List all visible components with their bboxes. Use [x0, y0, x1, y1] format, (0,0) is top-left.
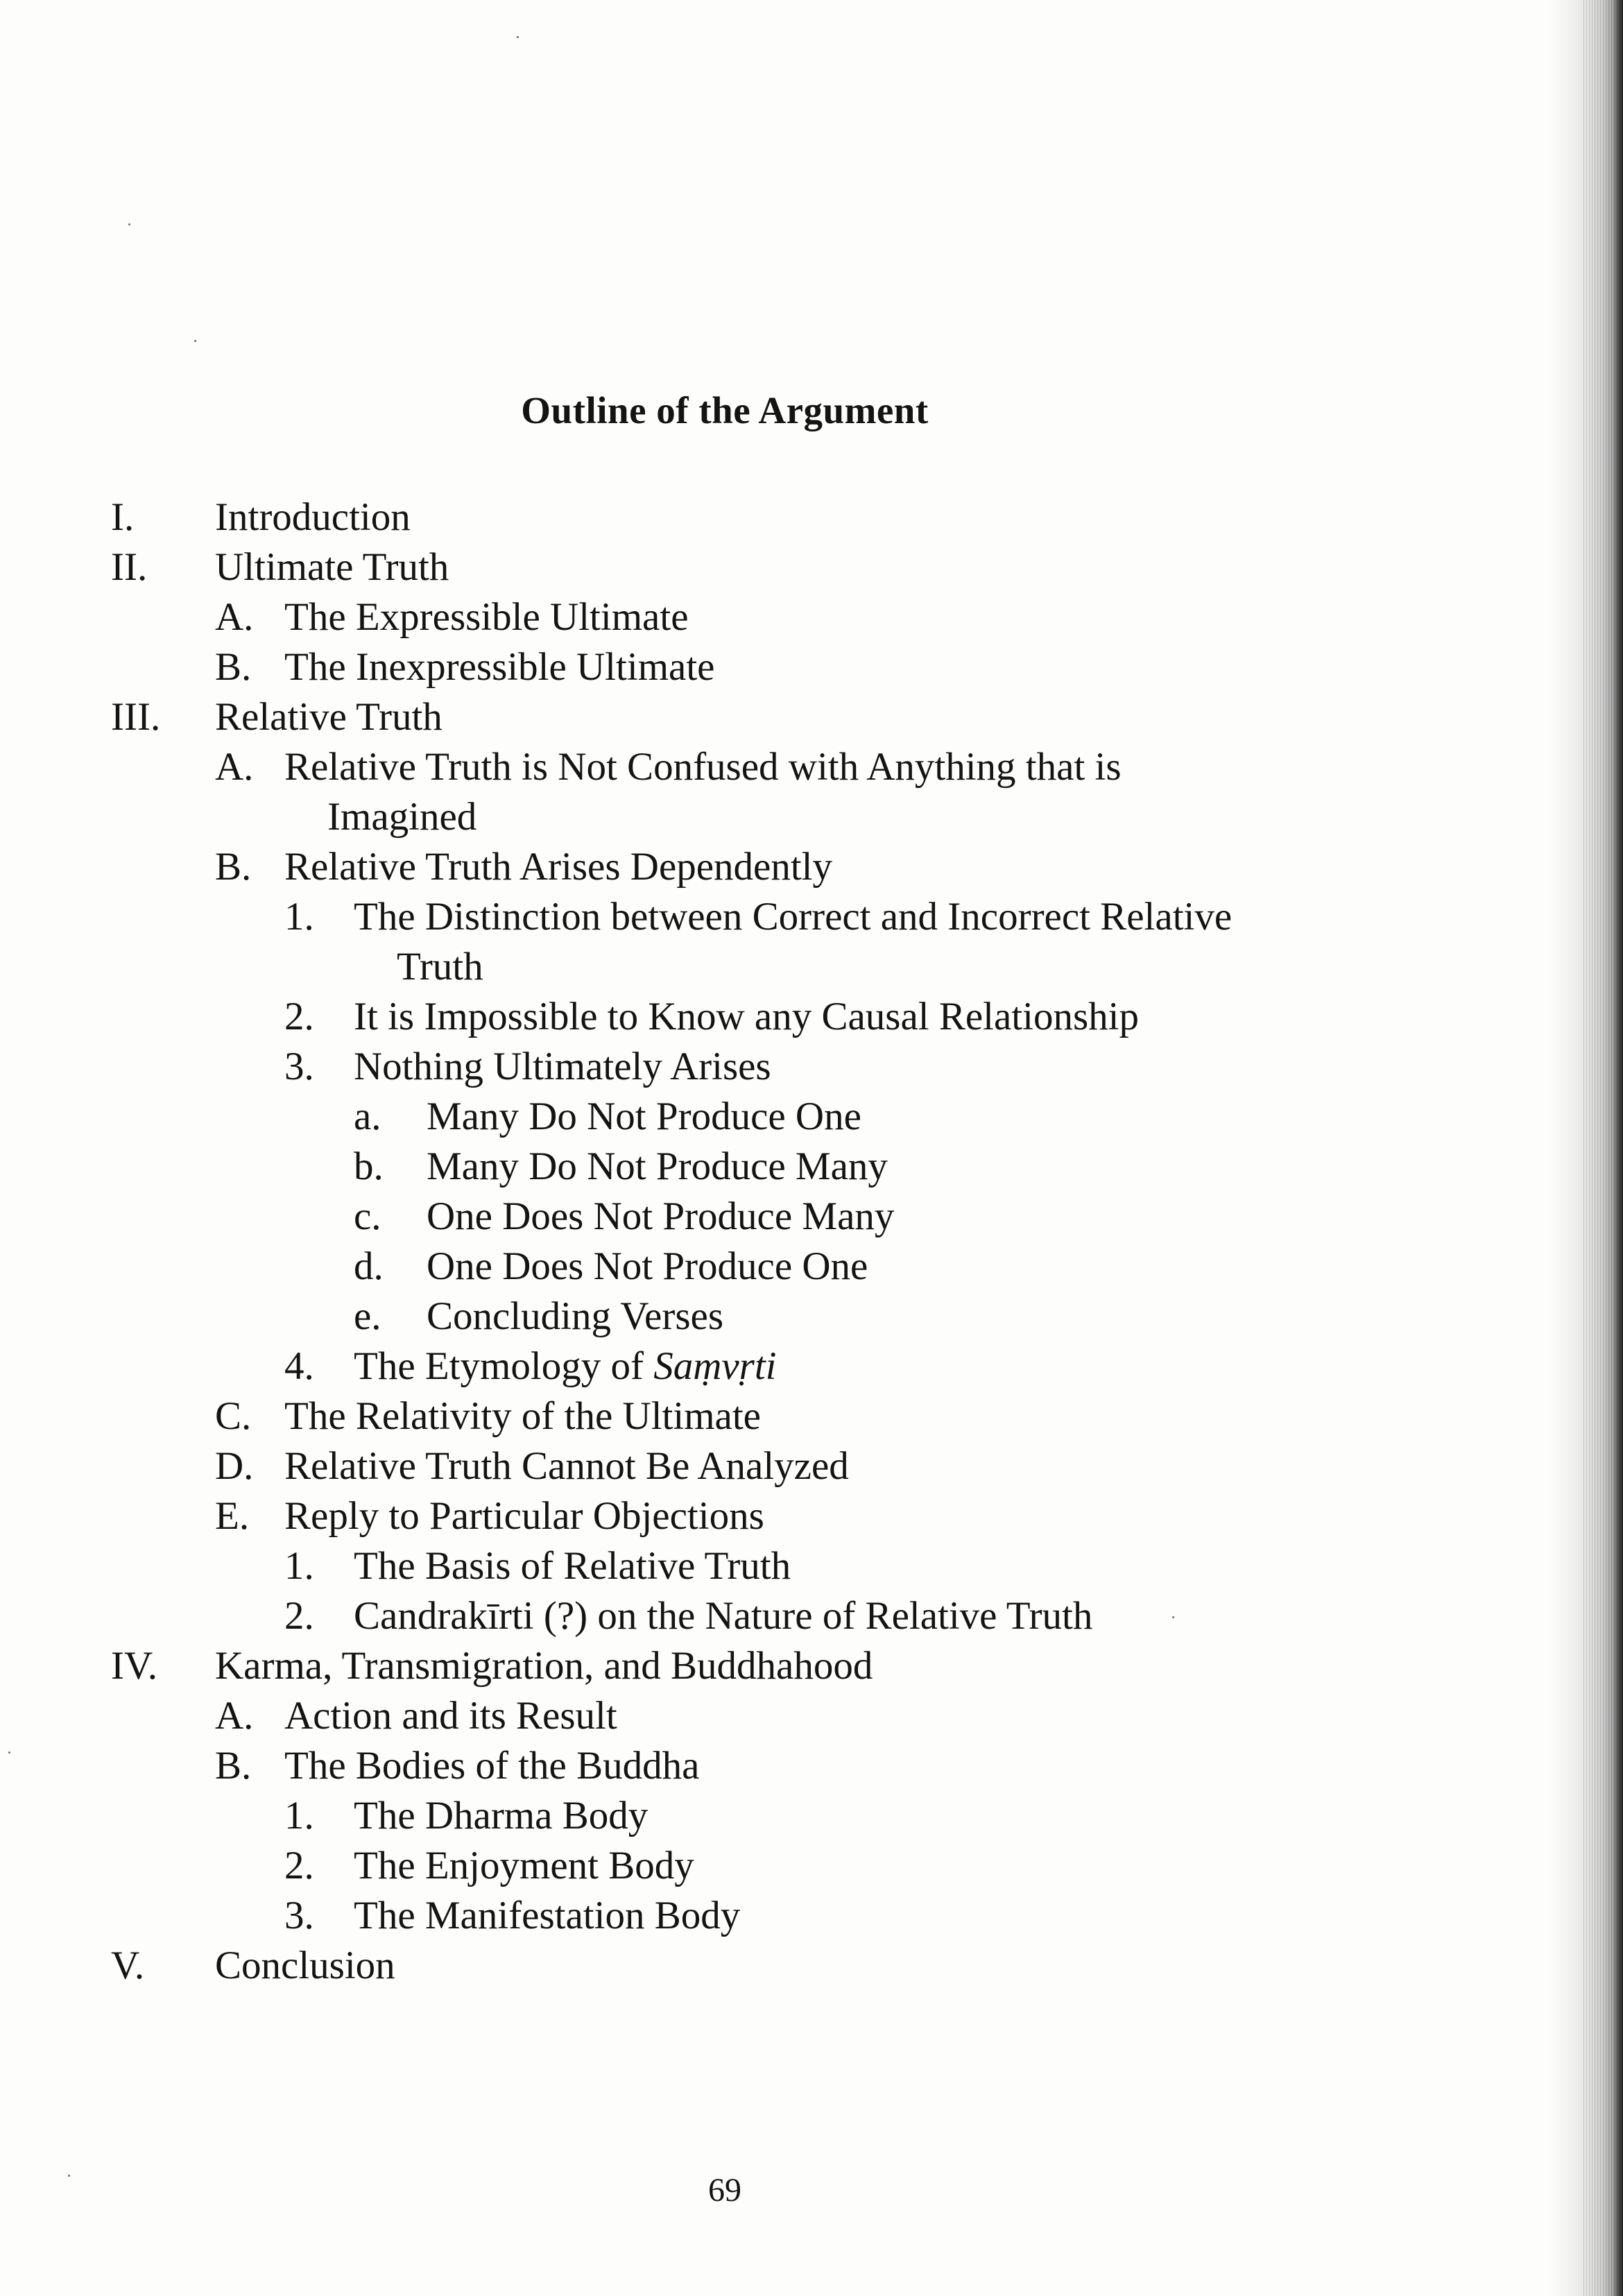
outline-text: The Dharma Body	[354, 1794, 649, 1837]
paper-speck	[517, 36, 519, 38]
outline-marker: B.	[215, 1744, 252, 1788]
binding-texture	[1581, 0, 1623, 2296]
outline-text: Many Do Not Produce Many	[427, 1145, 888, 1188]
outline-text: Candrakīrti (?) on the Nature of Relative Truth	[354, 1594, 1093, 1638]
outline-marker: E.	[215, 1494, 250, 1538]
page-title: Outline of the Argument	[521, 389, 929, 431]
outline-marker: d.	[354, 1244, 384, 1288]
outline-item	[0, 1791, 1457, 1841]
outline-marker: 2.	[284, 995, 314, 1038]
outline-text-continuation: Imagined	[327, 795, 477, 839]
outline-item	[0, 1491, 1457, 1541]
outline-marker: 1.	[284, 895, 314, 939]
outline-text: The Distinction between Correct and Incorrect Relative	[354, 895, 1233, 939]
outline-marker: 4.	[284, 1344, 314, 1388]
sanskrit-term: Saṃvṛti	[653, 1344, 777, 1388]
outline-item	[0, 1641, 1457, 1691]
outline-marker: b.	[354, 1145, 384, 1188]
outline-item	[0, 1941, 1457, 1991]
outline-text: The Enjoyment Body	[354, 1844, 694, 1887]
outline-marker: D.	[215, 1444, 254, 1488]
outline-text: The Relativity of the Ultimate	[284, 1394, 761, 1438]
outline-text: The Manifestation Body	[354, 1894, 741, 1937]
outline-text: The Basis of Relative Truth	[354, 1544, 791, 1588]
outline-marker: I.	[111, 495, 135, 539]
outline-marker: B.	[215, 845, 252, 889]
outline-marker: A.	[215, 1694, 254, 1738]
outline-text: Relative Truth Cannot Be Analyzed	[284, 1444, 849, 1488]
outline-item	[0, 592, 1457, 642]
outline-item	[0, 742, 1457, 842]
outline-text: It is Impossible to Know any Causal Relationship	[354, 995, 1139, 1038]
outline-marker: c.	[354, 1194, 381, 1238]
outline-text: One Does Not Produce Many	[427, 1194, 895, 1238]
paper-speck	[128, 223, 130, 225]
outline-text-continuation: Truth	[397, 945, 483, 988]
outline-marker: 2.	[284, 1844, 314, 1887]
outline-item	[0, 642, 1457, 692]
outline-text: The Inexpressible Ultimate	[284, 645, 715, 689]
outline-item	[0, 1342, 1457, 1391]
outline-text: The Bodies of the Buddha	[284, 1744, 700, 1788]
outline-item	[0, 1092, 1457, 1142]
outline-marker: A.	[215, 595, 254, 639]
outline-item	[0, 692, 1457, 742]
outline-item	[0, 1242, 1457, 1292]
outline-marker: V.	[111, 1944, 145, 1987]
outline-item	[0, 1541, 1457, 1591]
outline-marker: 1.	[284, 1794, 314, 1837]
outline-marker: 3.	[284, 1045, 314, 1088]
outline-marker: e.	[354, 1294, 381, 1338]
outline-item	[0, 1142, 1457, 1192]
outline-marker: III.	[111, 695, 161, 739]
outline-item	[0, 842, 1457, 892]
outline-item	[0, 892, 1457, 992]
outline-marker: 3.	[284, 1894, 314, 1937]
outline-item	[0, 542, 1457, 592]
outline-marker: B.	[215, 645, 252, 689]
outline-text: Many Do Not Produce One	[427, 1095, 861, 1138]
outline-text: Conclusion	[215, 1944, 395, 1987]
outline-text: Relative Truth	[215, 695, 443, 739]
outline-item	[0, 1891, 1457, 1941]
outline-text: Relative Truth Arises Dependently	[284, 845, 833, 889]
outline-item	[0, 1192, 1457, 1242]
outline-item	[0, 1691, 1457, 1741]
outline-text: The Etymology of	[354, 1344, 644, 1388]
outline-item	[0, 1741, 1457, 1791]
outline-text: Reply to Particular Objections	[284, 1494, 764, 1538]
outline-text: The Expressible Ultimate	[284, 595, 689, 639]
outline-text-block	[354, 1342, 777, 1391]
outline-item	[0, 1591, 1457, 1641]
outline-item	[0, 1391, 1457, 1441]
outline-text-block	[354, 892, 1232, 992]
paper-speck	[194, 340, 196, 342]
outline-text-block	[284, 742, 1122, 842]
argument-outline	[0, 492, 1457, 1991]
outline-marker: A.	[215, 745, 254, 789]
outline-text: Introduction	[215, 495, 411, 539]
outline-text: Nothing Ultimately Arises	[354, 1045, 771, 1088]
outline-text: Concluding Verses	[427, 1294, 724, 1338]
outline-text: Karma, Transmigration, and Buddhahood	[215, 1644, 873, 1688]
outline-item	[0, 992, 1457, 1042]
outline-item	[0, 1292, 1457, 1342]
outline-item	[0, 1841, 1457, 1891]
outline-marker: 2.	[284, 1594, 314, 1638]
outline-item	[0, 1441, 1457, 1491]
outline-text: One Does Not Produce One	[427, 1244, 868, 1288]
outline-marker: a.	[354, 1095, 381, 1138]
outline-text: Ultimate Truth	[215, 545, 449, 589]
outline-marker: 1.	[284, 1544, 314, 1588]
outline-text: Action and its Result	[284, 1694, 617, 1738]
outline-marker: II.	[111, 545, 148, 589]
outline-item	[0, 492, 1457, 542]
outline-marker: IV.	[111, 1644, 158, 1688]
outline-marker: C.	[215, 1394, 252, 1438]
outline-text: Relative Truth is Not Confused with Anything that is	[284, 745, 1122, 789]
page-number: 69	[708, 2172, 741, 2209]
outline-item	[0, 1042, 1457, 1092]
